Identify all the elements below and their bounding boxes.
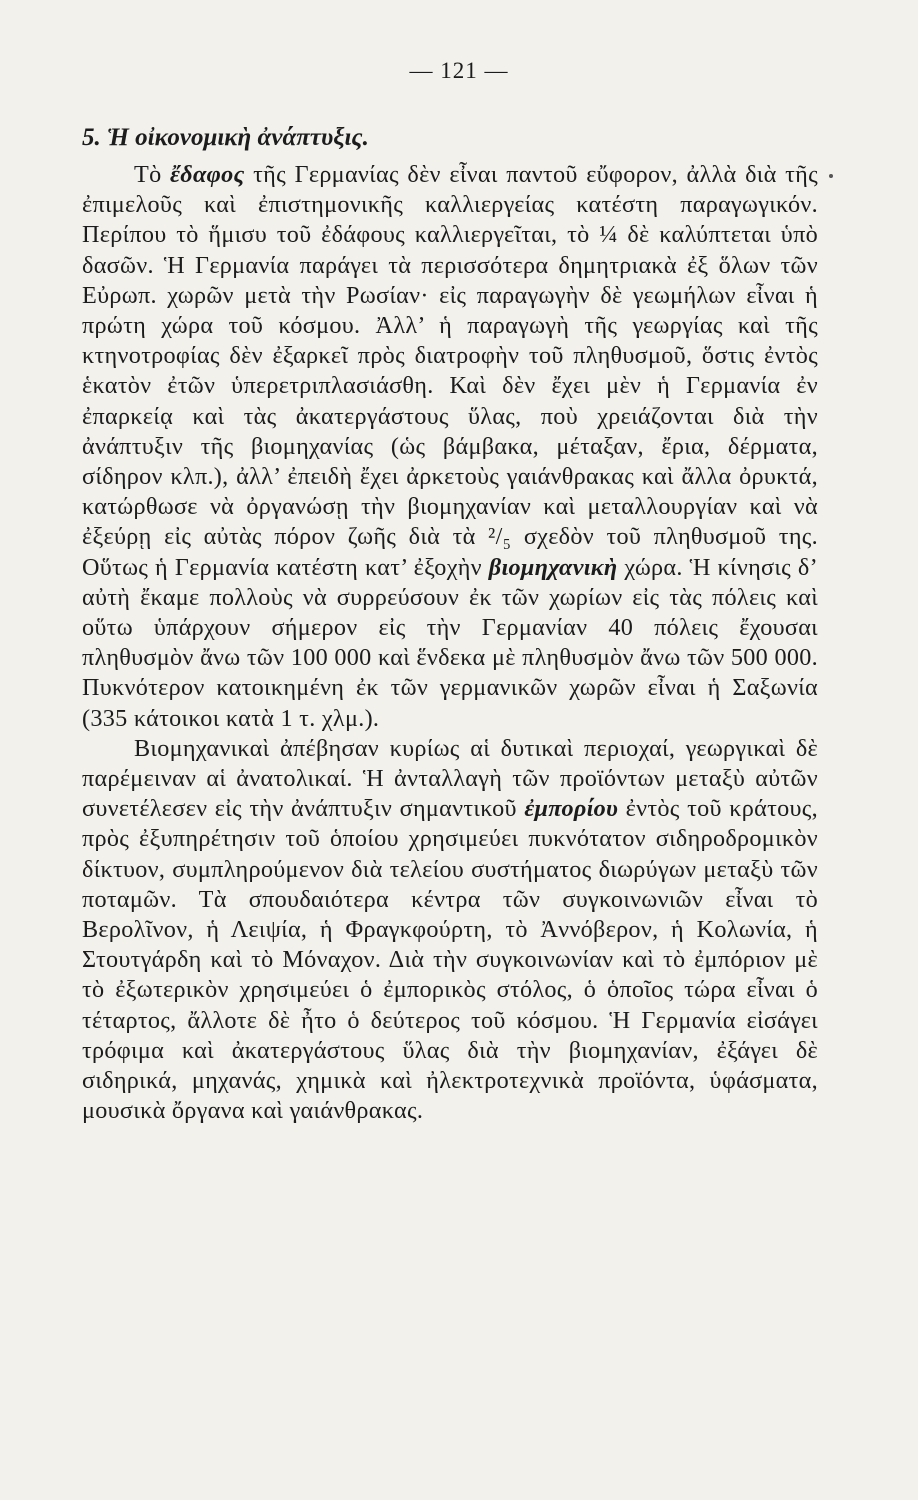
emphasis-soil: ἔδαφος — [170, 161, 245, 188]
emphasis-industrial: βιομηχανικὴ — [488, 553, 618, 581]
text-prefix: Τὸ — [134, 161, 171, 188]
paragraph-2-part-2: ἐντὸς τοῦ κράτους, πρὸς ἐξυπηρέτησιν τοῦ ὁποίου χρησιμεύει πυκνότατον σιδηροδρομικὸν δίκτυον, συμπληρούμενον διὰ τελείου συστήματος διωρύγων μεταξὺ τῶν ποταμῶν. Τὰ σπουδαιότερα κέντρα τῶν συγκοινωνιῶν εἶναι τὸ Βερολῖνον, ἡ Λειψία, ἡ Φραγκφούρτη, τὸ Ἀννόβερον, ἡ Κολωνία, ἡ Στουτγάρδη καὶ τὸ Μόναχον. Διὰ τὴν συγκοινωνίαν καὶ τὸ ἐμπόριον μὲ τὸ ἐξωτερικὸν χρησιμεύει ὁ ἐμπορικὸς στόλος, ὁ ὁποῖος τώρα εἶναι ὁ τέταρτος, ἄλλοτε δὲ ἦτο ὁ δεύτερος τοῦ κόσμου. Ἡ Γερμανία εἰσάγει τρόφιμα καὶ ἀκατεργάστους ὕλας διὰ τὴν βιομηχανίαν, ἐξάγει δὲ σιδηρικά, μηχανάς, χημικὰ καὶ ἠλεκτροτεχνικὰ προϊόντα, ὑφάσματα, μουσικὰ ὄργανα καὶ γαιάνθρακας. — [82, 795, 818, 1125]
paragraph-2-part-1: Βιομηχανικαὶ ἀπέβησαν κυρίως αἱ δυτικαὶ περιοχαί, γεωργικαὶ δὲ παρέμειναν αἱ ἀνατολικαί. Ἡ ἀνταλλαγὴ τῶν προϊόντων μεταξὺ αὐτῶν συνετέλεσεν εἰς τὴν ἀνάπτυξιν σημαντικοῦ — [82, 734, 818, 823]
paragraph-1-part-1: τῆς Γερμανίας δὲν εἶναι παντοῦ εὔφορον, ἀλλὰ διὰ τῆς ἐπιμελοῦς καὶ ἐπιστημονικῆς καλλιεργείας κατέστη παραγωγικόν. Περίπου τὸ ἥμισυ τοῦ ἐδάφους καλλιεργεῖται, τὸ ¼ δὲ καλύπτεται ὑπὸ δασῶν. Ἡ Γερμανία παράγει τὰ περισσότερα δημητριακὰ ἐξ ὅλων τῶν Εὐρωπ. χωρῶν μετὰ τὴν Ρωσίαν· εἰς παραγωγὴν δὲ γεωμήλων εἶναι ἡ πρώτη χώρα τοῦ κόσμου. Ἀλλ’ ἡ παραγωγὴ τῆς γεωργίας καὶ τῆς κτηνοτροφίας δὲν ἐξαρκεῖ πρὸς διατροφὴν τοῦ πληθυσμοῦ, ὅστις ἐντὸς ἑκατὸν ἐτῶν ὑπερετριπλασιάσθη. Καὶ δὲν ἔχει μὲν ἡ Γερμανία ἐν ἐπαρκείᾳ καὶ τὰς ἀκατεργάστους ὕλας, ποὺ χρειάζονται διὰ τὴν ἀνάπτυξιν τῆς βιομηχανίας (ὡς βάμβακα, μέταξαν, ἔρια, δέρματα, σίδηρον κλπ.), ἀλλ’ ἐπειδὴ ἔχει ἀρκετοὺς γαιάνθρακας καὶ ἄλλα ὀρυκτά, κατώρθωσε νὰ ὀργανώσῃ τὴν βιομηχανίαν καὶ μεταλλουργίαν καὶ νὰ ἐξεύρῃ εἰς αὐτὰς πόρον ζωῆς διὰ τὰ ²/₅ σχεδὸν τοῦ πληθυσμοῦ της. Οὕτως ἡ Γερμανία κατέστη κατ’ ἐξοχὴν — [82, 161, 818, 581]
emphasis-commerce: ἐμπορίου — [524, 795, 619, 823]
section-heading: 5. Ἡ οἰκονομικὴ ἀνάπτυξις. — [82, 124, 369, 151]
paragraph-1-part-2: χώρα. Ἡ κίνησις δ’ αὐτὴ ἔκαμε πολλοὺς νὰ συρρεύσουν ἐκ τῶν χωρίων εἰς τὰς πόλεις καὶ οὕτω ὑπάρχουν σήμερον εἰς τὴν Γερμανίαν 40 πόλεις ἔχουσαι πληθυσμὸν ἄνω τῶν 100 000 καὶ ἕνδεκα μὲ πληθυσμὸν ἄνω τῶν 500 000. Πυκνότερον κατοικημένη ἐκ τῶν γερμανικῶν χωρῶν εἶναι ἡ Σαξωνία (335 κάτοικοι κατὰ 1 τ. χλμ.). — [82, 553, 818, 732]
paragraph-1 — [82, 160, 818, 734]
margin-speck — [829, 174, 833, 178]
page-number: — 121 — — [409, 58, 509, 83]
body-text — [82, 160, 818, 1127]
paragraph-2 — [82, 734, 818, 1127]
